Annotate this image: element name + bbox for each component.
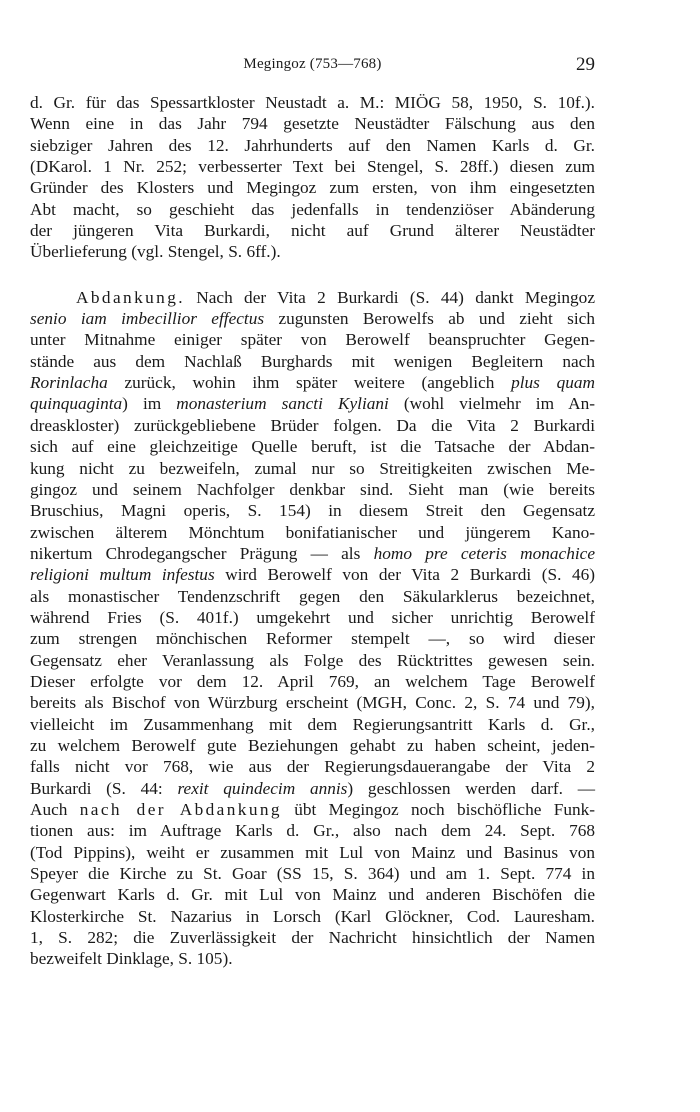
text-line: während Fries (S. 401f.) umgekehrt und sicher unrichtig Berowelf (30, 607, 595, 627)
text-run: ) im (122, 394, 177, 414)
text-line: dreaskloster) zurückgebliebene Brüder folgen. Da die Vita 2 Burkardi (30, 415, 595, 435)
latin-quote: quinquaginta (30, 394, 123, 414)
latin-quote: senio iam imbecillior effectus (30, 309, 265, 329)
paragraph-1 (30, 92, 595, 263)
text-line: vielleicht im Zusammenhang mit dem Regierungsantritt Karls d. Gr., (30, 714, 595, 734)
text-line: d. Gr. für das Spessartkloster Neustadt a. M.: MIÖG 58, 1950, S. 10f.). (30, 93, 595, 112)
page-header (30, 56, 595, 80)
page-number: 29 (576, 54, 595, 75)
text-line: falls nicht vor 768, wie aus der Regierungsdauerangabe der Vita 2 (30, 757, 595, 777)
text-line: kung nicht zu bezweifeln, zumal nur so Streitigkeiten zwischen Me- (30, 458, 595, 478)
latin-quote: religioni multum infestus (30, 565, 215, 585)
text-line (30, 799, 595, 820)
text-line: zu welchem Berowelf gute Beziehungen gehabt zu haben scheint, jeden- (30, 735, 595, 755)
text-line: Speyer die Kirche zu St. Goar (SS 15, S. 364) und am 1. Sept. 774 in (30, 864, 595, 884)
text-line: Gründer des Klosters und Megingoz zum ersten, von ihm eingesetzten (30, 178, 595, 198)
text-line: der jüngeren Vita Burkardi, nicht auf Grund älterer Neustädter (30, 221, 595, 241)
text-line: gingoz und seinem Nachfolger denkbar sind. Sieht man (wie bereits (30, 479, 595, 499)
text-line: als monastischer Tendenzschrift gegen den Säkularklerus bezeichnet, (30, 586, 595, 606)
text-line: Gegenwart Karls d. Gr. mit Lul von Mainz und anderen Bischöfen die (30, 885, 595, 905)
paragraph-gap (30, 263, 595, 287)
latin-quote: rexit quindecim annis (177, 778, 348, 798)
text-line: Klosterkirche St. Nazarius in Lorsch (Karl Glöckner, Cod. Lauresham. (30, 906, 595, 926)
text-line (30, 778, 595, 799)
text-line: Dieser erfolgte vor dem 12. April 769, an welchem Tage Berowelf (30, 671, 595, 691)
text-line (30, 308, 595, 329)
running-title: Megingoz (753—768) (243, 56, 382, 72)
body-text (30, 92, 595, 970)
text-line (30, 372, 595, 393)
emphasis-spaced: nach der Abdankung (79, 800, 282, 819)
text-run: Burkardi (S. 44: (30, 778, 178, 798)
text-line: bezweifelt Dinklage, S. 105). (30, 949, 233, 969)
text-line: siebziger Jahren des 12. Jahrhunderts auf den Namen Karls d. Gr. (30, 135, 595, 155)
text-line: bereits als Bischof von Würzburg erscheint (MGH, Conc. 2, S. 74 und 79), (30, 693, 595, 713)
text-run: übt Megingoz noch bischöfliche Funk- (281, 800, 595, 819)
text-line: stände aus dem Nachlaß Burghards mit wenigen Begleitern nach (30, 351, 595, 371)
text-line: zwischen älterem Mönchtum bonifatianischer und jüngerem Kano- (30, 522, 595, 542)
text-line: unter Mitnahme einiger später von Berowelf beanspruchter Gegen- (30, 330, 595, 350)
latin-quote: monasterium sancti Kyliani (176, 394, 389, 414)
text-line: zum strengen mönchischen Reformer stempelt —, so wird dieser (30, 629, 595, 649)
text-line: sich auf eine gleichzeitige Quelle beruft, ist die Tatsache der Abdan- (30, 437, 595, 457)
text-run: Auch (30, 800, 80, 819)
text-run: Nach der Vita 2 Burkardi (S. 44) dankt Megingoz (184, 287, 595, 307)
text-run: (wohl vielmehr im An- (388, 394, 595, 414)
text-run: zugunsten Berowelfs ab und zieht sich (264, 309, 595, 329)
text-line: Gegensatz eher Veranlassung als Folge des Rücktrittes gewesen sein. (30, 650, 595, 670)
latin-quote: plus quam (511, 373, 595, 393)
text-line (30, 393, 595, 414)
text-line: (DKarol. 1 Nr. 252; verbesserter Text bei Stengel, S. 28ff.) diesen zum (30, 157, 595, 177)
text-line: (Tod Pippins), weiht er zusammen mit Lul von Mainz und Basinus von (30, 842, 595, 862)
latin-quote: homo pre ceteris monachice (373, 543, 595, 563)
latin-quote: Rorinlacha (30, 373, 108, 393)
text-line: Bruschius, Magni operis, S. 154) in diesem Streit den Gegensatz (30, 501, 595, 521)
text-line: Überlieferung (vgl. Stengel, S. 6ff.). (30, 242, 281, 262)
text-line: Wenn eine in das Jahr 794 gesetzte Neustädter Fälschung aus den (30, 114, 595, 134)
text-line: tionen aus: im Auftrage Karls d. Gr., also nach dem 24. Sept. 768 (30, 821, 595, 841)
text-line: Abt macht, so geschieht das jedenfalls in tendenziöser Abänderung (30, 199, 595, 219)
text-line (30, 287, 595, 308)
section-heading: Abdankung. (76, 287, 185, 307)
text-run: zurück, wohin ihm später weitere (angeblich (107, 373, 512, 393)
text-run: wird Berowelf von der Vita 2 Burkardi (S. 46) (214, 565, 596, 585)
text-line (30, 564, 595, 585)
text-line (30, 543, 595, 564)
paragraph-2 (30, 287, 595, 970)
text-run: ) geschlossen werden darf. — (347, 778, 595, 798)
text-line: 1, S. 282; die Zuverlässigkeit der Nachricht hinsichtlich der Namen (30, 928, 595, 948)
text-run: nikertum Chrodegangscher Prägung — als (30, 543, 374, 563)
